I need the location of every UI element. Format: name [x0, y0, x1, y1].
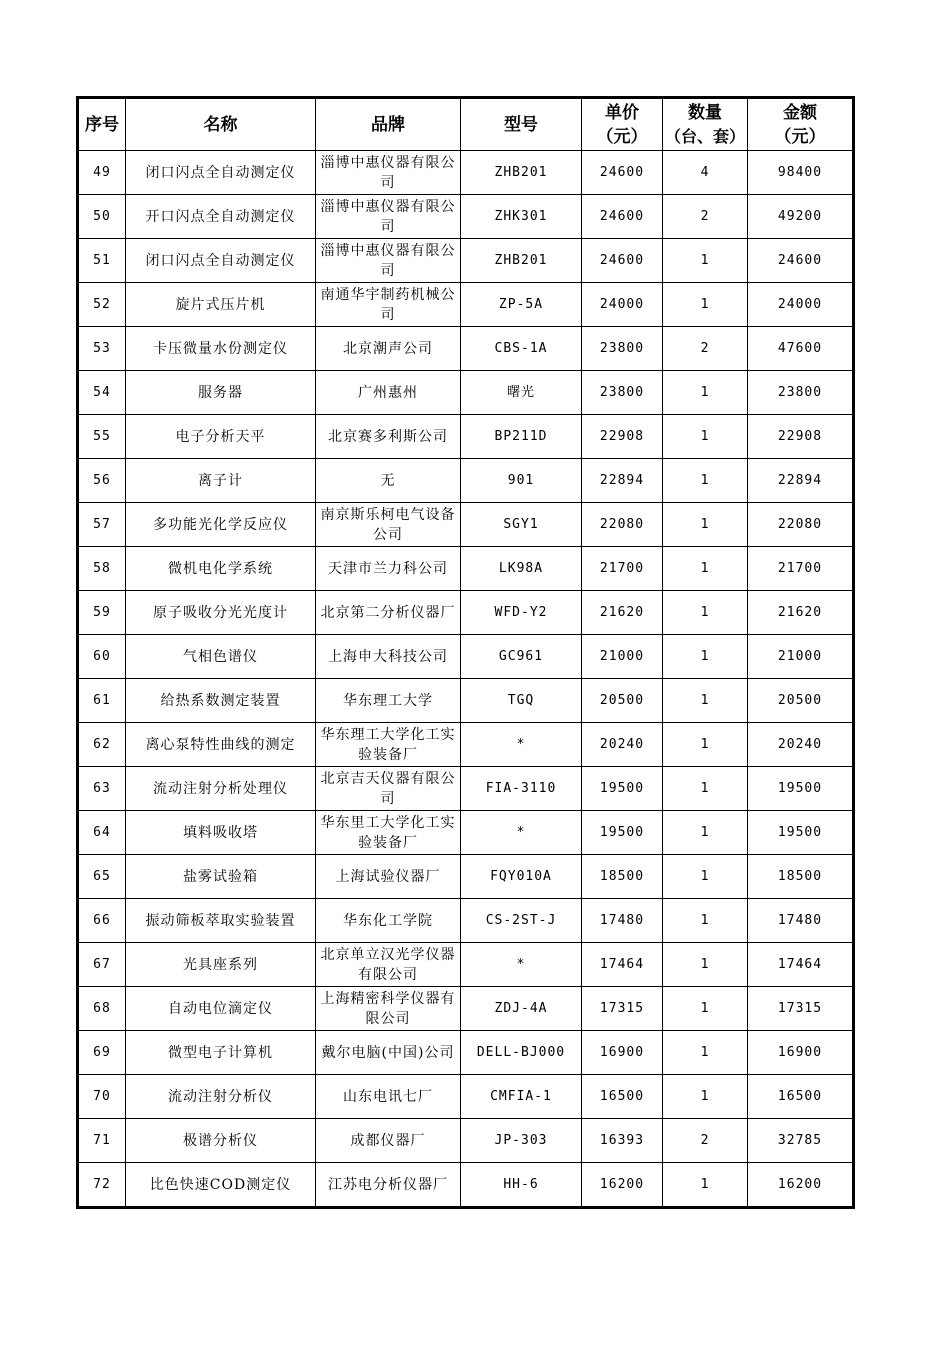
cell-name: 盐雾试验箱 [126, 855, 316, 899]
cell-amount: 23800 [748, 371, 854, 415]
table-row [78, 327, 854, 371]
cell-quantity: 2 [663, 327, 748, 371]
cell-seq: 59 [78, 591, 126, 635]
cell-seq: 51 [78, 239, 126, 283]
cell-seq: 60 [78, 635, 126, 679]
table-row [78, 1163, 854, 1208]
cell-model: GC961 [461, 635, 582, 679]
cell-name: 离子计 [126, 459, 316, 503]
table-row [78, 503, 854, 547]
cell-model: FIA-3110 [461, 767, 582, 811]
cell-model: CMFIA-1 [461, 1075, 582, 1119]
cell-unit-price: 21000 [582, 635, 663, 679]
table-row [78, 239, 854, 283]
cell-quantity: 1 [663, 811, 748, 855]
cell-seq: 63 [78, 767, 126, 811]
cell-brand: 北京吉天仪器有限公司 [316, 767, 461, 811]
cell-brand: 淄博中惠仪器有限公司 [316, 151, 461, 195]
cell-unit-price: 16200 [582, 1163, 663, 1208]
cell-unit-price: 19500 [582, 767, 663, 811]
cell-amount: 17480 [748, 899, 854, 943]
cell-model: ZP-5A [461, 283, 582, 327]
cell-seq: 56 [78, 459, 126, 503]
cell-unit-price: 17464 [582, 943, 663, 987]
cell-amount: 17315 [748, 987, 854, 1031]
table-row [78, 415, 854, 459]
cell-model: BP211D [461, 415, 582, 459]
cell-model: CS-2ST-J [461, 899, 582, 943]
cell-brand: 天津市兰力科公司 [316, 547, 461, 591]
cell-seq: 62 [78, 723, 126, 767]
cell-name: 填料吸收塔 [126, 811, 316, 855]
cell-unit-price: 20500 [582, 679, 663, 723]
table-row [78, 1075, 854, 1119]
cell-brand: 南通华宇制药机械公司 [316, 283, 461, 327]
cell-unit-price: 24000 [582, 283, 663, 327]
table-row [78, 987, 854, 1031]
cell-unit-price: 21620 [582, 591, 663, 635]
cell-quantity: 1 [663, 767, 748, 811]
cell-seq: 50 [78, 195, 126, 239]
cell-model: ZHB201 [461, 151, 582, 195]
header-quantity-line2: （台、套） [665, 126, 746, 146]
cell-name: 闭口闪点全自动测定仪 [126, 151, 316, 195]
cell-name: 原子吸收分光光度计 [126, 591, 316, 635]
cell-amount: 22908 [748, 415, 854, 459]
table-row [78, 855, 854, 899]
header-amount [748, 98, 854, 151]
cell-quantity: 1 [663, 635, 748, 679]
cell-brand: 山东电讯七厂 [316, 1075, 461, 1119]
header-amount-line2: （元） [774, 126, 826, 147]
cell-quantity: 1 [663, 239, 748, 283]
cell-amount: 21000 [748, 635, 854, 679]
cell-quantity: 1 [663, 855, 748, 899]
cell-model: 901 [461, 459, 582, 503]
table-row [78, 591, 854, 635]
cell-quantity: 1 [663, 371, 748, 415]
cell-seq: 57 [78, 503, 126, 547]
cell-seq: 65 [78, 855, 126, 899]
header-quantity [663, 98, 748, 151]
cell-seq: 71 [78, 1119, 126, 1163]
cell-quantity: 1 [663, 899, 748, 943]
table-row [78, 371, 854, 415]
cell-name: 微机电化学系统 [126, 547, 316, 591]
cell-model: CBS-1A [461, 327, 582, 371]
cell-seq: 61 [78, 679, 126, 723]
cell-quantity: 1 [663, 415, 748, 459]
cell-seq: 70 [78, 1075, 126, 1119]
cell-brand: 北京单立汉光学仪器有限公司 [316, 943, 461, 987]
table-row [78, 459, 854, 503]
cell-amount: 16200 [748, 1163, 854, 1208]
cell-amount: 19500 [748, 811, 854, 855]
header-seq: 序号 [78, 98, 126, 151]
cell-seq: 66 [78, 899, 126, 943]
cell-unit-price: 19500 [582, 811, 663, 855]
cell-brand: 无 [316, 459, 461, 503]
table-row [78, 811, 854, 855]
cell-name: 多功能光化学反应仪 [126, 503, 316, 547]
equipment-table [76, 96, 855, 1209]
cell-amount: 21620 [748, 591, 854, 635]
cell-amount: 22080 [748, 503, 854, 547]
cell-unit-price: 17480 [582, 899, 663, 943]
cell-model: HH-6 [461, 1163, 582, 1208]
cell-unit-price: 24600 [582, 151, 663, 195]
cell-name: 给热系数测定装置 [126, 679, 316, 723]
cell-model: ZHB201 [461, 239, 582, 283]
cell-amount: 47600 [748, 327, 854, 371]
cell-brand: 成都仪器厂 [316, 1119, 461, 1163]
cell-brand: 南京斯乐柯电气设备公司 [316, 503, 461, 547]
table-row [78, 723, 854, 767]
cell-seq: 64 [78, 811, 126, 855]
cell-brand: 北京赛多利斯公司 [316, 415, 461, 459]
cell-seq: 55 [78, 415, 126, 459]
cell-quantity: 2 [663, 195, 748, 239]
cell-brand: 上海精密科学仪器有限公司 [316, 987, 461, 1031]
cell-brand: 华东里工大学化工实验装备厂 [316, 811, 461, 855]
cell-seq: 52 [78, 283, 126, 327]
cell-name: 极谱分析仪 [126, 1119, 316, 1163]
table-header-row [78, 98, 854, 151]
cell-seq: 53 [78, 327, 126, 371]
header-unit-price-line2: （元） [596, 126, 648, 147]
cell-unit-price: 22908 [582, 415, 663, 459]
cell-seq: 58 [78, 547, 126, 591]
cell-model: JP-303 [461, 1119, 582, 1163]
cell-name: 服务器 [126, 371, 316, 415]
cell-brand: 北京潮声公司 [316, 327, 461, 371]
table-row [78, 547, 854, 591]
cell-amount: 17464 [748, 943, 854, 987]
header-unit-price-line1: 单价 [605, 102, 639, 123]
cell-model: WFD-Y2 [461, 591, 582, 635]
cell-brand: 北京第二分析仪器厂 [316, 591, 461, 635]
cell-brand: 淄博中惠仪器有限公司 [316, 239, 461, 283]
cell-model: SGY1 [461, 503, 582, 547]
cell-quantity: 1 [663, 679, 748, 723]
cell-quantity: 1 [663, 987, 748, 1031]
cell-unit-price: 23800 [582, 327, 663, 371]
cell-amount: 32785 [748, 1119, 854, 1163]
cell-unit-price: 16500 [582, 1075, 663, 1119]
cell-seq: 68 [78, 987, 126, 1031]
cell-name: 比色快速COD测定仪 [126, 1163, 316, 1208]
cell-amount: 16900 [748, 1031, 854, 1075]
cell-quantity: 1 [663, 943, 748, 987]
table-row [78, 195, 854, 239]
cell-amount: 24600 [748, 239, 854, 283]
table-row [78, 1031, 854, 1075]
cell-name: 离心泵特性曲线的测定 [126, 723, 316, 767]
cell-brand: 戴尔电脑(中国)公司 [316, 1031, 461, 1075]
cell-name: 旋片式压片机 [126, 283, 316, 327]
header-unit-price [582, 98, 663, 151]
cell-model: TGQ [461, 679, 582, 723]
cell-brand: 广州惠州 [316, 371, 461, 415]
cell-name: 振动筛板萃取实验装置 [126, 899, 316, 943]
cell-model: * [461, 811, 582, 855]
cell-model: ZDJ-4A [461, 987, 582, 1031]
cell-quantity: 1 [663, 1163, 748, 1208]
cell-quantity: 1 [663, 591, 748, 635]
cell-unit-price: 18500 [582, 855, 663, 899]
cell-name: 流动注射分析仪 [126, 1075, 316, 1119]
cell-unit-price: 24600 [582, 195, 663, 239]
cell-unit-price: 22894 [582, 459, 663, 503]
cell-quantity: 2 [663, 1119, 748, 1163]
cell-model: * [461, 723, 582, 767]
cell-name: 流动注射分析处理仪 [126, 767, 316, 811]
table-row [78, 635, 854, 679]
cell-model: * [461, 943, 582, 987]
cell-amount: 21700 [748, 547, 854, 591]
table-row [78, 943, 854, 987]
cell-seq: 49 [78, 151, 126, 195]
cell-seq: 67 [78, 943, 126, 987]
header-name: 名称 [126, 98, 316, 151]
cell-quantity: 1 [663, 1075, 748, 1119]
cell-brand: 上海申大科技公司 [316, 635, 461, 679]
cell-brand: 华东理工大学化工实验装备厂 [316, 723, 461, 767]
cell-model: 曙光 [461, 371, 582, 415]
cell-model: DELL-BJ000 [461, 1031, 582, 1075]
cell-unit-price: 23800 [582, 371, 663, 415]
header-quantity-line1: 数量 [688, 102, 722, 123]
cell-amount: 16500 [748, 1075, 854, 1119]
cell-unit-price: 16900 [582, 1031, 663, 1075]
cell-name: 卡压微量水份测定仪 [126, 327, 316, 371]
cell-quantity: 1 [663, 547, 748, 591]
cell-brand: 江苏电分析仪器厂 [316, 1163, 461, 1208]
cell-brand: 华东化工学院 [316, 899, 461, 943]
cell-quantity: 1 [663, 459, 748, 503]
cell-quantity: 4 [663, 151, 748, 195]
cell-amount: 19500 [748, 767, 854, 811]
cell-amount: 98400 [748, 151, 854, 195]
cell-unit-price: 20240 [582, 723, 663, 767]
cell-unit-price: 21700 [582, 547, 663, 591]
cell-name: 开口闪点全自动测定仪 [126, 195, 316, 239]
cell-amount: 22894 [748, 459, 854, 503]
cell-seq: 69 [78, 1031, 126, 1075]
cell-model: FQY010A [461, 855, 582, 899]
cell-name: 闭口闪点全自动测定仪 [126, 239, 316, 283]
cell-name: 微型电子计算机 [126, 1031, 316, 1075]
table-row [78, 1119, 854, 1163]
cell-quantity: 1 [663, 283, 748, 327]
table-row [78, 767, 854, 811]
table-body [78, 151, 854, 1208]
cell-brand: 华东理工大学 [316, 679, 461, 723]
table-row [78, 283, 854, 327]
table-row [78, 151, 854, 195]
header-model: 型号 [461, 98, 582, 151]
header-amount-line1: 金额 [783, 102, 817, 123]
cell-unit-price: 22080 [582, 503, 663, 547]
cell-brand: 淄博中惠仪器有限公司 [316, 195, 461, 239]
cell-quantity: 1 [663, 1031, 748, 1075]
cell-seq: 72 [78, 1163, 126, 1208]
cell-name: 气相色谱仪 [126, 635, 316, 679]
cell-amount: 49200 [748, 195, 854, 239]
cell-quantity: 1 [663, 503, 748, 547]
cell-amount: 24000 [748, 283, 854, 327]
cell-quantity: 1 [663, 723, 748, 767]
cell-amount: 18500 [748, 855, 854, 899]
cell-unit-price: 16393 [582, 1119, 663, 1163]
cell-unit-price: 24600 [582, 239, 663, 283]
cell-name: 自动电位滴定仪 [126, 987, 316, 1031]
cell-model: LK98A [461, 547, 582, 591]
cell-amount: 20500 [748, 679, 854, 723]
cell-unit-price: 17315 [582, 987, 663, 1031]
cell-name: 光具座系列 [126, 943, 316, 987]
table-row [78, 899, 854, 943]
cell-seq: 54 [78, 371, 126, 415]
cell-name: 电子分析天平 [126, 415, 316, 459]
cell-model: ZHK301 [461, 195, 582, 239]
header-brand: 品牌 [316, 98, 461, 151]
cell-brand: 上海试验仪器厂 [316, 855, 461, 899]
cell-amount: 20240 [748, 723, 854, 767]
table-row [78, 679, 854, 723]
